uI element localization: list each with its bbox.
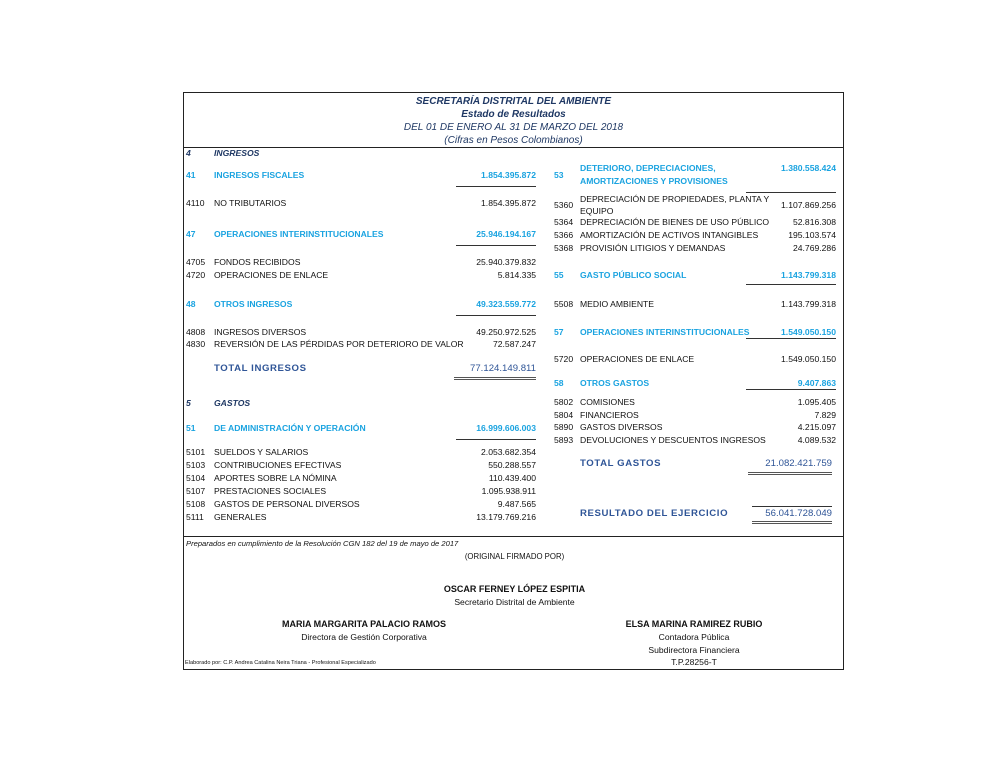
account-code: 5804 [554,410,574,420]
account-code: 47 [186,229,196,239]
account-5360 [554,194,836,218]
regulation-note: Preparados en cumplimiento de la Resolución CGN 182 del 19 de mayo de 2017 [186,539,459,548]
account-amount: 9.487.565 [497,499,536,509]
account-amount: 49.250.972.525 [476,327,536,337]
account-code: 5508 [554,299,574,309]
account-amount: 1.549.050.150 [746,327,836,339]
account-label: DEPRECIACIÓN DE BIENES DE USO PÚBLICO [580,217,770,227]
account-amount: 1.854.395.872 [456,170,536,187]
signatory-3-role: Subdirectora Financiera [648,645,740,655]
currency-note: (Cifras en Pesos Colombianos) [444,135,583,146]
entity-name: SECRETARÍA DISTRITAL DEL AMBIENTE [415,96,612,107]
account-label: GASTOS DIVERSOS [580,422,663,432]
account-code: 4705 [186,257,206,267]
account-label: GASTOS [214,398,251,408]
account-code: 5101 [186,447,206,457]
account-amount: 49.323.559.772 [456,299,536,316]
account-amount: 5.814.335 [497,270,536,280]
account-label: MEDIO AMBIENTE [580,299,655,309]
subtotal-underline [746,192,836,193]
account-amount: 9.407.863 [746,378,836,390]
account-code: 5802 [554,397,574,407]
account-label: REVERSIÓN DE LAS PÉRDIDAS POR DETERIORO DE VALOR [214,339,464,349]
account-code: 58 [554,378,564,388]
account-amount: 1.143.799.318 [781,299,836,309]
account-label: OPERACIONES DE ENLACE [580,354,695,364]
account-label: PROVISIÓN LITIGIOS Y DEMANDAS [580,243,726,253]
account-code: 5890 [554,422,574,432]
account-label-line2: AMORTIZACIONES Y PROVISIONES [580,176,728,186]
account-code: 4 [186,148,191,158]
account-amount: 1.107.869.256 [781,200,836,210]
account-code: 53 [554,170,564,180]
total-label: TOTAL GASTOS [580,458,662,469]
account-label: INGRESOS FISCALES [214,170,305,180]
account-code: 5108 [186,499,206,509]
account-amount: 2.053.682.354 [481,447,536,457]
account-amount: 1.095.405 [797,397,836,407]
account-label: NO TRIBUTARIOS [214,198,287,208]
account-code: 5360 [554,200,574,210]
account-amount: 7.829 [814,410,836,420]
account-label: PRESTACIONES SOCIALES [214,486,327,496]
signatory-1-name: OSCAR FERNEY LÓPEZ ESPITIA [443,584,586,594]
account-amount: 1.380.558.424 [781,163,836,173]
account-amount: 1.095.938.911 [481,486,536,496]
total-amount: 21.082.421.759 [748,458,832,475]
account-amount: 110.439.400 [488,473,536,483]
account-code: 5364 [554,217,574,227]
account-amount: 550.288.557 [488,460,536,470]
account-code: 55 [554,270,564,280]
account-label: OTROS GASTOS [580,378,650,388]
account-label: OPERACIONES INTERINSTITUCIONALES [214,229,384,239]
signed-note: (ORIGINAL FIRMADO POR) [464,552,565,561]
account-amount: 16.999.606.003 [456,423,536,440]
account-code: 4808 [186,327,206,337]
account-label: AMORTIZACIÓN DE ACTIVOS INTANGIBLES [580,230,759,240]
account-amount: 1.854.395.872 [481,198,536,208]
account-code: 5103 [186,460,206,470]
prepared-by-note: Elaborado por: C.P. Andrea Catalina Neira Triana - Profesional Especializado [185,660,376,666]
account-code: 4830 [186,339,206,349]
account-label: DE ADMINISTRACIÓN Y OPERACIÓN [214,423,366,433]
account-label: APORTES SOBRE LA NÓMINA [214,473,337,483]
account-code: 51 [186,423,196,433]
account-amount: 1.143.799.318 [746,270,836,285]
account-label-line1: DEPRECIACIÓN DE PROPIEDADES, PLANTA Y [580,194,770,204]
account-code: 4720 [186,270,206,280]
account-amount: 4.215.097 [797,422,836,432]
header-divider [184,147,843,148]
account-label: DEVOLUCIONES Y DESCUENTOS INGRESOS [580,435,766,445]
account-label: FINANCIEROS [580,410,639,420]
account-amount: 195.103.574 [788,230,836,240]
group-53 [554,163,836,189]
account-label: COMISIONES [580,397,635,407]
account-label: CONTRIBUCIONES EFECTIVAS [214,460,342,470]
signatory-3-name: ELSA MARINA RAMIREZ RUBIO [625,619,763,629]
account-label-line2: EQUIPO [580,206,614,216]
account-code: 5111 [186,512,204,522]
footer-divider [184,536,843,537]
account-code: 41 [186,170,196,180]
result-amount: 56.041.728.049 [752,506,832,524]
signatory-2-title: Directora de Gestión Corporativa [301,632,427,642]
report-title: Estado de Resultados [461,109,566,120]
account-label: OTROS INGRESOS [214,299,293,309]
account-code: 5893 [554,435,574,445]
total-amount: 77.124.149.811 [454,363,536,380]
result-label: RESULTADO DEL EJERCICIO [580,508,729,519]
account-amount: 72.587.247 [492,339,536,349]
account-label: GENERALES [214,512,267,522]
account-code: 4110 [186,198,205,208]
account-label: GASTOS DE PERSONAL DIVERSOS [214,499,360,509]
account-label: INGRESOS [214,148,260,158]
account-label: OPERACIONES DE ENLACE [214,270,329,280]
account-code: 5104 [186,473,206,483]
account-code: 48 [186,299,196,309]
account-amount: 52.816.308 [792,217,836,227]
account-amount: 24.769.286 [792,243,836,253]
signatory-3-title: Contadora Pública [658,632,730,642]
account-label-line1: DETERIORO, DEPRECIACIONES, [580,163,716,173]
report-period: DEL 01 DE ENERO AL 31 DE MARZO DEL 2018 [403,122,624,133]
account-amount: 13.179.769.216 [476,512,536,522]
signatory-3-license: T.P.28256-T [671,657,717,667]
account-code: 5720 [554,354,574,364]
signatory-2-name: MARIA MARGARITA PALACIO RAMOS [282,619,446,629]
account-label: OPERACIONES INTERINSTITUCIONALES [580,327,750,337]
account-amount: 4.089.532 [797,435,836,445]
account-code: 5368 [554,243,574,253]
account-label: INGRESOS DIVERSOS [214,327,307,337]
signatory-1-title: Secretario Distrital de Ambiente [454,597,575,607]
account-amount: 25.946.194.167 [456,229,536,246]
total-label: TOTAL INGRESOS [214,363,307,374]
account-label: GASTO PÚBLICO SOCIAL [580,270,687,280]
account-label: FONDOS RECIBIDOS [214,257,301,267]
account-code: 57 [554,327,564,337]
account-label: SUELDOS Y SALARIOS [214,447,309,457]
account-code: 5 [186,398,191,408]
account-code: 5107 [186,486,206,496]
account-amount: 25.940.379.832 [476,257,536,267]
account-code: 5366 [554,230,574,240]
account-amount: 1.549.050.150 [781,354,836,364]
financial-statement-sheet [183,92,844,670]
